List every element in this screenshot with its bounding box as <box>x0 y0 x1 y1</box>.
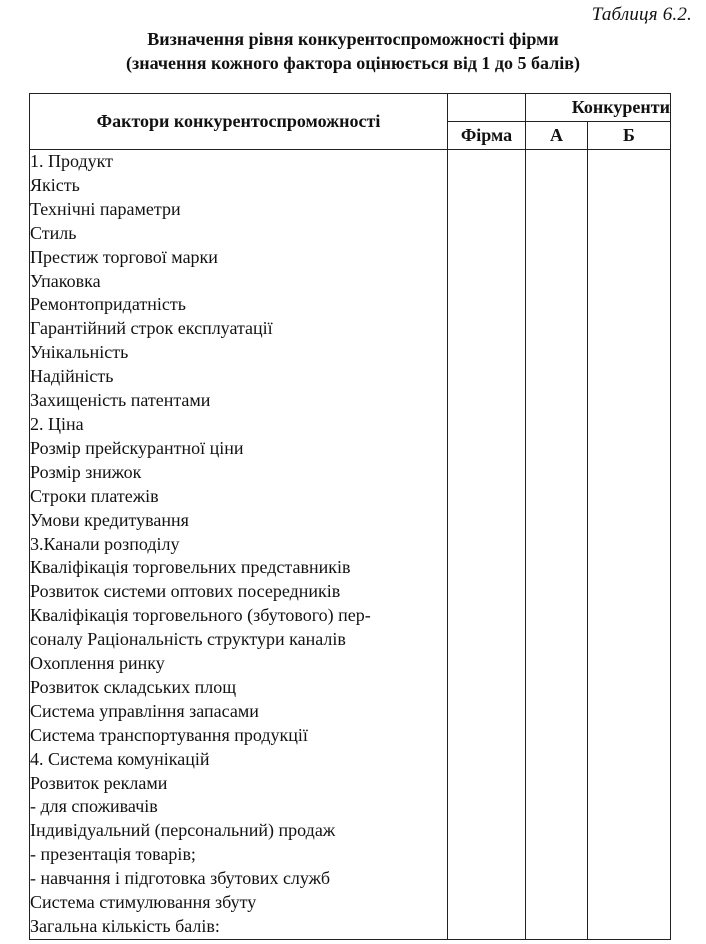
factors-list <box>30 150 448 940</box>
competitor-a-score-column <box>526 150 588 940</box>
header-firm: Фірма <box>448 122 526 150</box>
factor-row: соналу Раціональність структури каналів <box>30 629 346 650</box>
header-competitor-a: А <box>526 122 588 150</box>
header-competitor-b: Б <box>588 122 671 150</box>
factor-row: Строки платежів <box>30 485 159 506</box>
factor-row: Розвиток системи оптових посередників <box>30 581 341 602</box>
factor-row: Кваліфікація торговельних представників <box>30 557 351 578</box>
factor-row: Система транспортування продукції <box>30 724 308 745</box>
factor-row: Загальна кількість балів: <box>30 916 220 936</box>
table-title: Визначення рівня конкурентоспроможності фірми <box>147 29 559 49</box>
competitor-b-score-column <box>588 150 671 940</box>
header-firm-blank <box>448 94 526 122</box>
factor-row: - навчання і підготовка збутових служб <box>30 868 331 889</box>
table-number: Таблиця 6.2. <box>591 4 692 25</box>
factor-row: Розмір прейскурантної ціни <box>30 437 244 458</box>
header-row-top <box>30 94 671 122</box>
factor-row: Престиж торгової марки <box>30 246 218 267</box>
table-subtitle: (значення кожного фактора оцінюється від 1 до 5 балів) <box>125 53 581 73</box>
factor-row: Ремонтопридатність <box>30 294 186 315</box>
factor-row: 1. Продукт <box>30 151 114 171</box>
factor-row: - для споживачів <box>30 796 158 817</box>
factor-row: Технічні параметри <box>30 198 181 219</box>
factor-row: Стиль <box>30 222 77 243</box>
factor-row: Гарантійний строк експлуатації <box>30 318 273 339</box>
factor-row: Упаковка <box>30 270 101 291</box>
factor-row: Система управління запасами <box>30 700 259 721</box>
factor-row: Розвиток реклами <box>30 772 168 793</box>
factor-row: Кваліфікація торговельного (збутового) пер- <box>30 605 371 626</box>
factor-row: Розмір знижок <box>30 461 142 482</box>
factor-row: 2. Ціна <box>30 413 84 434</box>
factor-row: Надійність <box>30 366 114 387</box>
factor-row: - презентація товарів; <box>30 844 196 865</box>
factor-row: 4. Система комунікацій <box>30 748 210 769</box>
header-competitors: Конкуренти <box>526 94 671 122</box>
factor-row: Унікальність <box>30 342 129 363</box>
factor-row: Індивідуальний (персональний) продаж <box>30 820 336 841</box>
factor-row: Охоплення ринку <box>30 653 165 674</box>
factor-row: 3.Канали розподілу <box>30 533 180 554</box>
factor-row: Якість <box>30 174 80 195</box>
header-factors: Фактори конкурентоспроможності <box>30 94 448 150</box>
firm-score-column <box>448 150 526 940</box>
factor-row: Розвиток складських площ <box>30 676 237 697</box>
competitiveness-table <box>29 93 671 940</box>
factor-row: Захищеність патентами <box>30 390 211 411</box>
body-row <box>30 150 671 940</box>
factor-row: Умови кредитування <box>30 509 189 530</box>
factor-row: Система стимулювання збуту <box>30 892 257 913</box>
